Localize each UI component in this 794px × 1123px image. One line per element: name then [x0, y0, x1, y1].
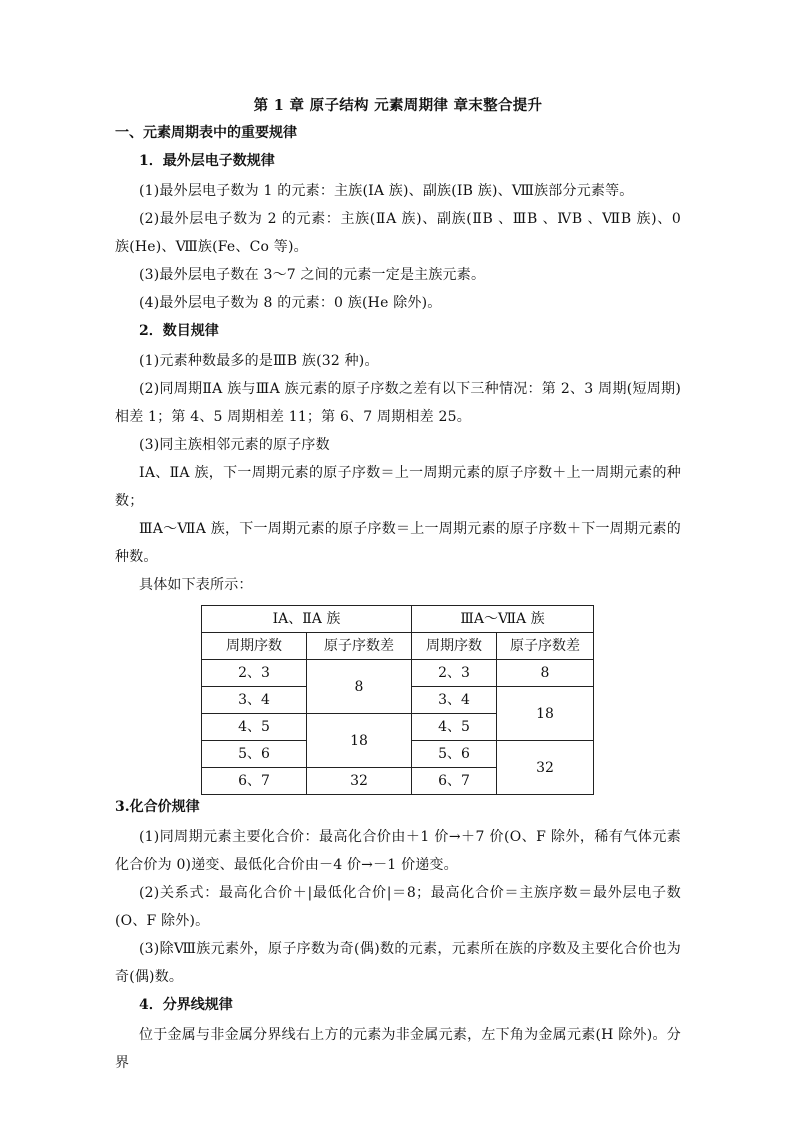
table-cell: 2、3	[412, 660, 497, 687]
table-column-header: 原子序数差	[497, 633, 594, 660]
paragraph: (3)除Ⅷ族元素外，原子序数为奇(偶)数的元素，元素所在族的序数及主要化合价也为奇(偶)数。	[115, 941, 681, 985]
paragraph: (4)最外层电子数为 8 的元素：0 族(He 除外)。	[139, 295, 442, 311]
table-column-header: 周期序数	[412, 633, 497, 660]
page-title: 第 1 章 原子结构 元素周期律 章末整合提升	[253, 97, 543, 114]
table-group-header: ⅢA～ⅦA 族	[412, 606, 594, 633]
paragraph: (1)同周期元素主要化合价：最高化合价由＋1 价→＋7 价(O、F 除外，稀有气体元素化合价为 0)递变、最低化合价由－4 价→－1 价递变。	[115, 829, 681, 873]
section-heading: 一、元素周期表中的重要规律	[115, 125, 297, 141]
paragraph: ⅢA～ⅦA 族，下一周期元素的原子序数＝上一周期元素的原子序数＋下一周期元素的种数。	[115, 521, 681, 565]
subsection-heading: 3.化合价规律	[115, 799, 200, 815]
table-cell: 4、5	[202, 714, 307, 741]
table-cell: 8	[307, 660, 412, 714]
table-cell: 32	[307, 768, 412, 795]
table-cell: 4、5	[412, 714, 497, 741]
table-cell: 5、6	[412, 741, 497, 768]
table-cell: 18	[307, 714, 412, 768]
paragraph: (2)最外层电子数为 2 的元素：主族(ⅡA 族)、副族(ⅡB 、ⅢB 、ⅣB 、ⅦB 族)、0 族(He)、Ⅷ族(Fe、Co 等)。	[115, 211, 681, 255]
table-header-row	[202, 606, 594, 633]
table-column-header: 周期序数	[202, 633, 307, 660]
subsection-heading: 4．分界线规律	[139, 997, 233, 1013]
table-cell: 18	[497, 687, 594, 741]
table-group-header: ⅠA、ⅡA 族	[202, 606, 412, 633]
document-page	[115, 94, 681, 1077]
table-cell: 2、3	[202, 660, 307, 687]
paragraph: 具体如下表所示：	[139, 577, 253, 593]
table-cell: 32	[497, 741, 594, 795]
table-column-header: 原子序数差	[307, 633, 412, 660]
table-header-row	[202, 633, 594, 660]
paragraph: 位于金属与非金属分界线右上方的元素为非金属元素，左下角为金属元素(H 除外)。分界	[115, 1027, 681, 1071]
subsection-heading: 2．数目规律	[139, 323, 219, 339]
paragraph: (1)最外层电子数为 1 的元素：主族(ⅠA 族)、副族(ⅠB 族)、Ⅷ族部分元素等。	[139, 183, 634, 199]
table-cell: 5、6	[202, 741, 307, 768]
atomic-number-difference-table	[201, 605, 594, 795]
paragraph: ⅠA、ⅡA 族，下一周期元素的原子序数＝上一周期元素的原子序数＋上一周期元素的种数；	[115, 465, 681, 509]
paragraph: (2)同周期ⅡA 族与ⅢA 族元素的原子序数之差有以下三种情况：第 2、3 周期(短周期)相差 1；第 4、5 周期相差 11；第 6、7 周期相差 25。	[115, 381, 681, 425]
table-cell: 6、7	[202, 768, 307, 795]
paragraph: (3)最外层电子数在 3～7 之间的元素一定是主族元素。	[139, 267, 486, 283]
table-cell: 6、7	[412, 768, 497, 795]
table-cell: 3、4	[202, 687, 307, 714]
table-cell: 8	[497, 660, 594, 687]
subsection-heading: 1．最外层电子数规律	[139, 153, 275, 169]
paragraph: (2)关系式：最高化合价＋|最低化合价|＝8；最高化合价＝主族序数＝最外层电子数(O、F 除外)。	[115, 885, 681, 929]
paragraph: (1)元素种数最多的是ⅢB 族(32 种)。	[139, 353, 379, 369]
table-cell: 3、4	[412, 687, 497, 714]
table-row	[202, 660, 594, 687]
paragraph: (3)同主族相邻元素的原子序数	[139, 437, 330, 453]
